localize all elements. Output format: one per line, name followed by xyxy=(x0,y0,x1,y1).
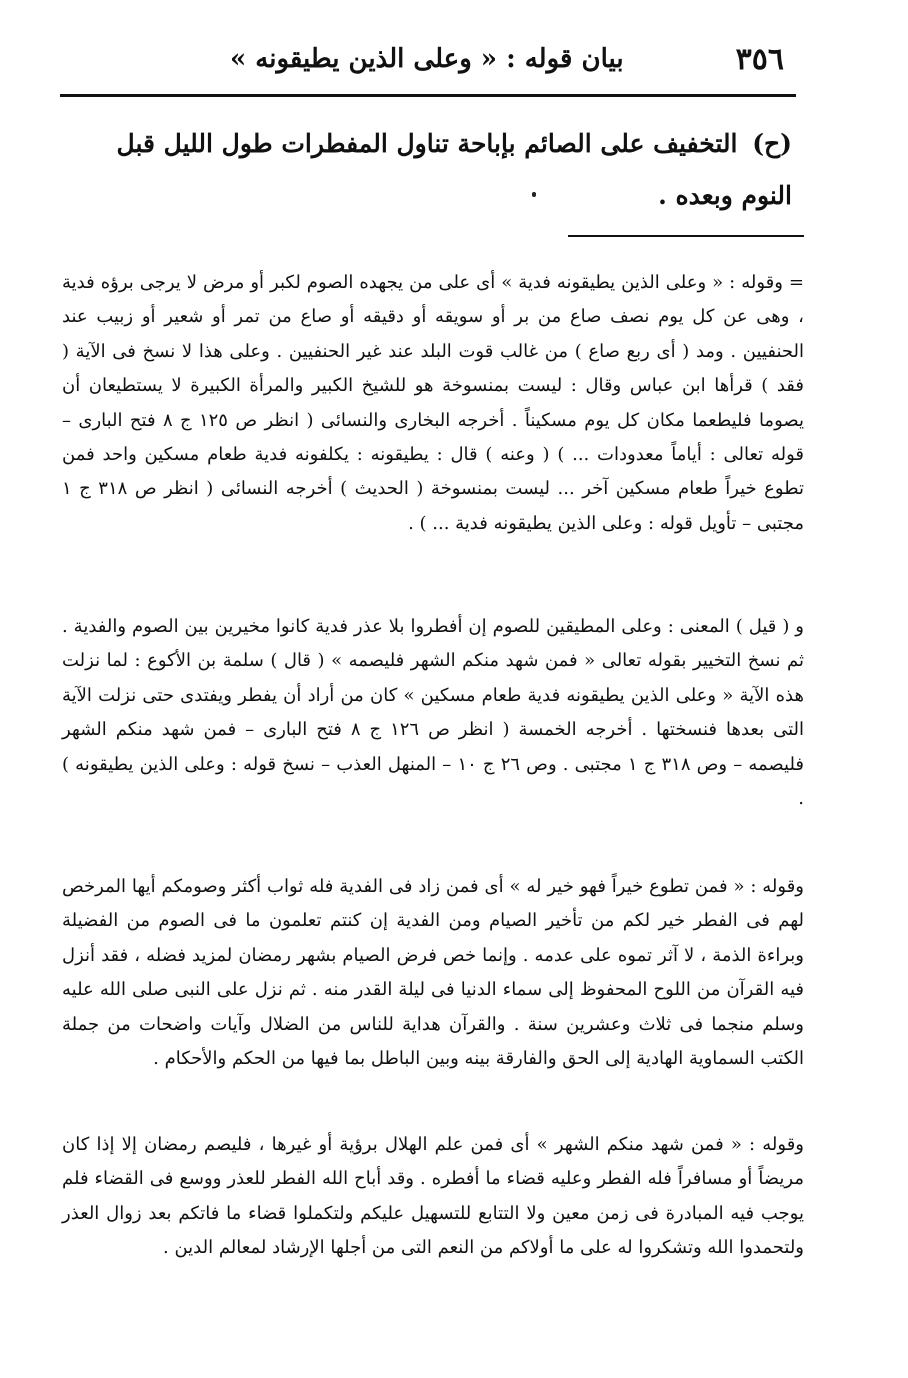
page-number: ٣٥٦ xyxy=(735,42,784,77)
main-paragraph: التخفيف على الصائم بإباحة تناول المفطرات طول الليل قبل النوم وبعده . xyxy=(116,129,792,210)
footnote-paragraph: = وقوله : « وعلى الذين يطيقونه فدية » أى على من يجهده الصوم لكبر أو مرض لا يرجى برؤه فدية ، وهى عن كل يوم نصف صاع من بر أو سويقه أو دقيقه أو صاع من تمر أو شعير أو زبيب عند الحنفيين . ومد ( أى ربع صاع ) من غالب قوت البلد عند غير الحنفيين . وعلى هذا لا نسخ فى الآية ( فقد ) قرأها ابن عباس وقال : ليست بمنسوخة هو للشيخ الكبير والمرأة الكبيرة لا يستطيعان أن يصوما فليطعما مكان كل يوم مسكيناً . أخرجه البخارى والنسائى ( انظر ص ١٢٥ ج ٨ فتح البارى – قوله تعالى : أياماً معدودات ... ) ( وعنه ) قال : يطيقونه : يكلفونه فدية طعام مسكين واحد فمن تطوع خيراً طعام مسكين آخر ... ليست بمنسوخة ( الحديث ) أخرجه النسائى ( انظر ص ٣١٨ ج ١ مجتبى – تأويل قوله : وعلى الذين يطيقونه فدية ... ) . xyxy=(62,272,805,534)
footnote-paragraph: وقوله : « فمن شهد منكم الشهر » أى فمن علم الهلال برؤية أو غيرها ، فليصم رمضان إلا إذا كان مريضاً أو مسافراً فله الفطر وعليه قضاء ما أفطره . وقد أباح الله الفطر للعذر ووسع فى القضاء فلم يوجب فيه المبادرة فى زمن معين ولا التتابع للتسهيل عليكم ولتكملوا قضاء ما فاتكم بعد زوال العذر ولتحمدوا الله وتشكروا له على ما أولاكم من النعم التى من أجلها الإرشاد لمعالم الدين . xyxy=(62,1134,804,1259)
ink-speck xyxy=(532,192,536,197)
page-header xyxy=(60,38,794,86)
section-marker: (ح) xyxy=(752,129,792,158)
main-text xyxy=(62,118,792,222)
header-rule xyxy=(60,94,796,97)
footnote-paragraph: وقوله : « فمن تطوع خيراً فهو خير له » أى فمن زاد فى الفدية فله ثواب أكثر وصومكم أيها المرخص لهم فى الفطر خير لكم من تأخير الصيام ومن الفدية إن كنتم تعلمون ما فى الصوم من الفضيلة وبراءة الذمة ، لا آثر تموه على عدمه . وإنما خص فرض الصيام بشهر رمضان لمزيد فضله ، فقد أنزل فيه القرآن من اللوح المحفوظ إلى سماء الدنيا فى ليلة القدر منه . ثم نزل على النبى صلى الله عليه وسلم منجما فى ثلاث وعشرين سنة . والقرآن هداية للناس من الضلال وآيات واضحات من جملة الكتب السماوية الهادية إلى الحق والفارقة بينه وبين الباطل بما فيها من الحكم والأحكام . xyxy=(62,876,804,1070)
footnote-rule xyxy=(568,235,804,237)
running-title: بيان قوله : « وعلى الذين يطيقونه » xyxy=(230,44,624,74)
footnote-paragraph: و ( قيل ) المعنى : وعلى المطيقين للصوم إن أفطروا بلا عذر فدية كانوا مخيرين بين الصوم والفدية . ثم نسخ التخيير بقوله تعالى « فمن شهد منكم الشهر فليصمه » ( قال ) سلمة بن الأكوع : لما نزلت هذه الآية « وعلى الذين يطيقونه فدية طعام مسكين » كان من أراد أن يفطر ويفتدى حتى نزلت الآية التى بعدها فنسختها . أخرجه الخمسة ( انظر ص ١٢٦ ج ٨ فتح البارى – فمن شهد منكم الشهر فليصمه – وص ٣١٨ ج ١ مجتبى . وص ٢٦ ج ١٠ – المنهل العذب – نسخ قوله : وعلى الذين يطيقونه ) . xyxy=(62,616,805,810)
